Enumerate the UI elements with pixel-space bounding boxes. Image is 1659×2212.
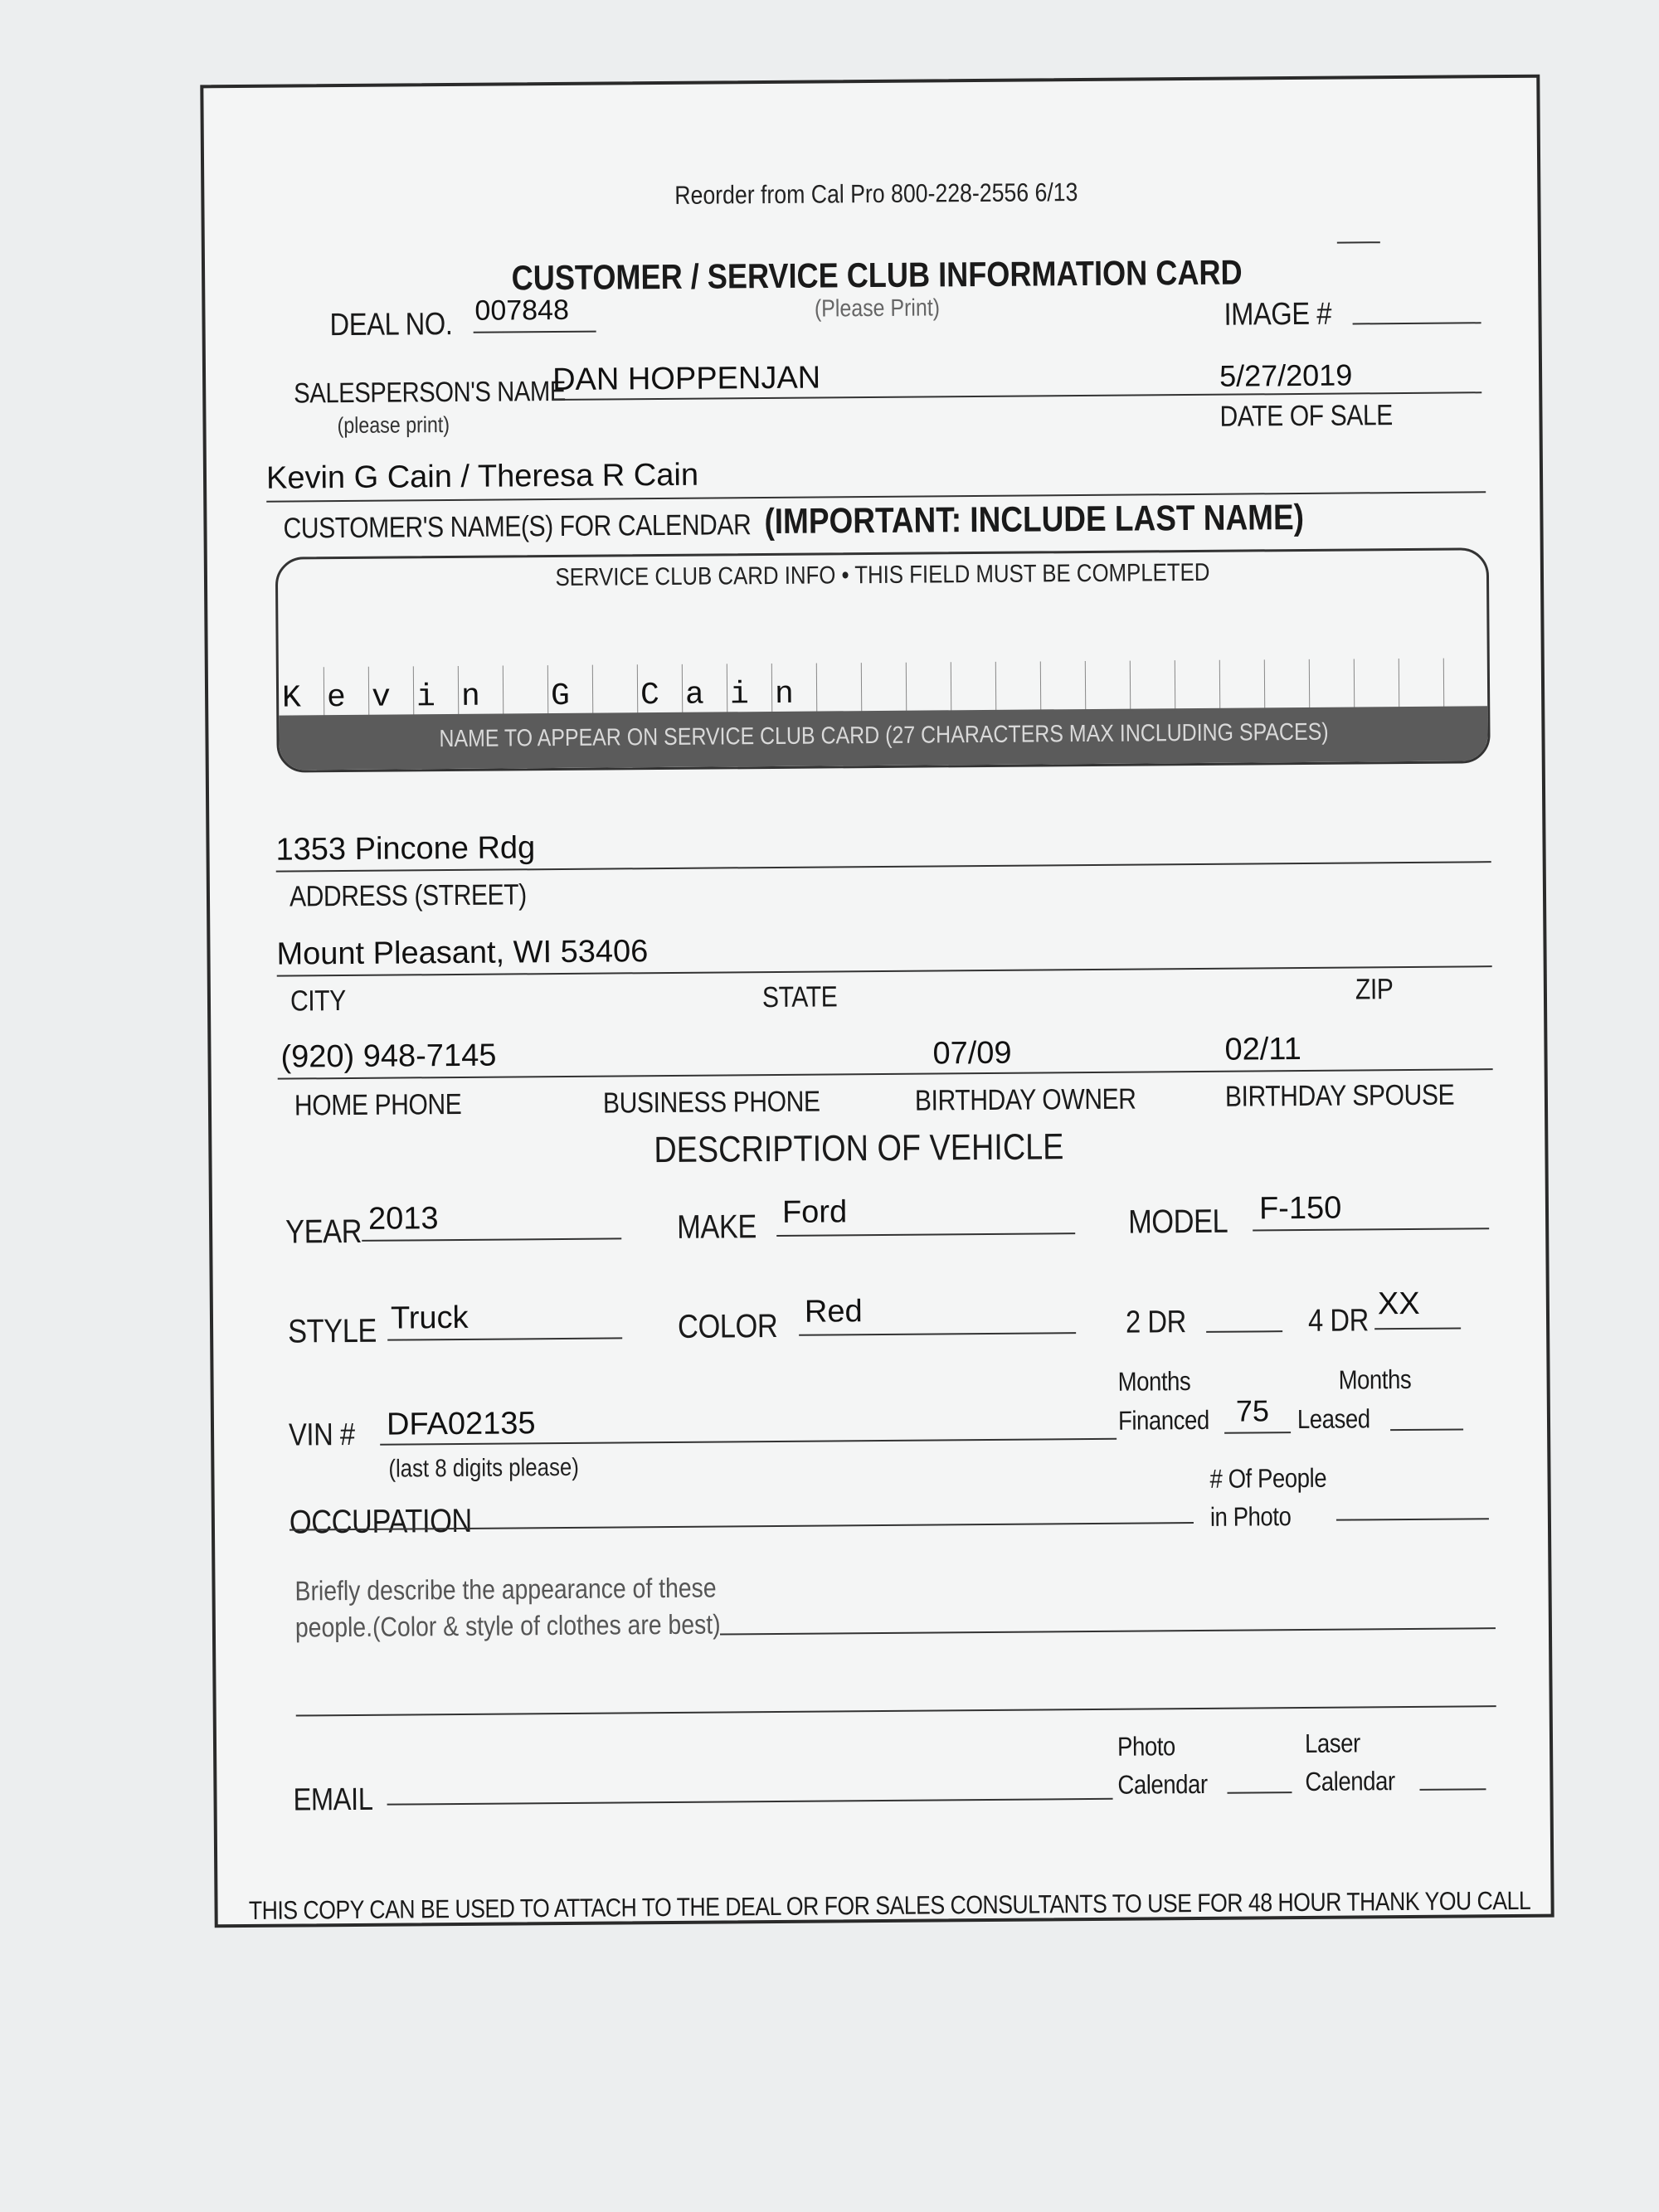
zip-label: ZIP xyxy=(1355,973,1394,1006)
deal-no-line xyxy=(474,331,596,333)
birthday-owner-value[interactable]: 07/09 xyxy=(932,1035,1012,1072)
character-cell-divider xyxy=(682,664,683,716)
character-cell-divider xyxy=(458,666,459,717)
service-club-character: i xyxy=(416,679,436,716)
character-cell-divider xyxy=(1443,659,1444,710)
describe-line-a[interactable] xyxy=(720,1627,1496,1635)
service-club-box xyxy=(275,547,1491,772)
four-door-label: 4 DR xyxy=(1307,1303,1369,1339)
make-value[interactable]: Ford xyxy=(781,1194,848,1230)
financed-line xyxy=(1224,1432,1291,1434)
service-club-character: a xyxy=(684,677,705,713)
deal-no-label: DEAL NO. xyxy=(329,306,453,343)
salesperson-value[interactable]: DAN HOPPENJAN xyxy=(552,360,821,398)
service-club-character: C xyxy=(640,678,660,714)
card-title: CUSTOMER / SERVICE CLUB INFORMATION CARD xyxy=(511,252,1243,298)
model-label: MODEL xyxy=(1127,1203,1228,1241)
address-label: ADDRESS (STREET) xyxy=(289,878,527,913)
model-value[interactable]: F-150 xyxy=(1258,1190,1342,1227)
birthday-owner-label: BIRTHDAY OWNER xyxy=(914,1082,1136,1117)
financed-label: Financed xyxy=(1117,1404,1209,1436)
character-cell-divider xyxy=(503,666,504,717)
service-club-band-text: NAME TO APPEAR ON SERVICE CLUB CARD (27 CHARACTERS MAX INCLUDING SPACES) xyxy=(438,718,1329,753)
character-cell-divider xyxy=(413,666,414,717)
character-cell-divider xyxy=(771,664,772,715)
birthday-spouse-label: BIRTHDAY SPOUSE xyxy=(1224,1078,1455,1113)
months-leased-label-2: Months xyxy=(1338,1364,1412,1395)
character-cell-divider xyxy=(1085,661,1086,712)
color-label: COLOR xyxy=(677,1307,778,1345)
four-door-line xyxy=(1374,1327,1461,1330)
character-cell-divider xyxy=(368,667,369,718)
home-phone-value[interactable]: (920) 948-7145 xyxy=(280,1038,497,1075)
style-label: STYLE xyxy=(287,1312,377,1350)
vin-note: (last 8 digits please) xyxy=(388,1453,579,1483)
people-label-1: # Of People xyxy=(1209,1462,1327,1494)
important-note: (IMPORTANT: INCLUDE LAST NAME) xyxy=(764,497,1305,542)
date-of-sale-label: DATE OF SALE xyxy=(1219,399,1394,433)
service-club-character: n xyxy=(460,678,481,715)
two-door-line[interactable] xyxy=(1206,1330,1282,1333)
service-club-character: G xyxy=(550,678,571,715)
describe-line-1: Briefly describe the appearance of these xyxy=(294,1572,717,1607)
character-cell-divider xyxy=(1309,659,1310,711)
salesperson-sublabel: (please print) xyxy=(337,412,450,439)
leased-label: Leased xyxy=(1297,1403,1370,1435)
information-card xyxy=(200,75,1554,1928)
service-club-character: n xyxy=(774,676,795,712)
describe-line-2: people.(Color & style of clothes are best) xyxy=(294,1608,721,1643)
character-cell-divider xyxy=(1219,660,1220,712)
please-print-note: (Please Print) xyxy=(814,294,941,323)
reorder-text: Reorder from Cal Pro 800-228-2556 6/13 xyxy=(674,177,1078,210)
character-grid[interactable] xyxy=(278,550,1486,559)
four-door-value[interactable]: XX xyxy=(1377,1286,1420,1322)
service-club-character: K xyxy=(281,680,302,717)
date-of-sale-value[interactable]: 5/27/2019 xyxy=(1219,357,1353,393)
footer-note: THIS COPY CAN BE USED TO ATTACH TO THE DEAL OR FOR SALES CONSULTANTS TO USE FOR 48 HOUR THANK YOU CALL xyxy=(248,1885,1531,1925)
vin-label: VIN # xyxy=(288,1417,355,1453)
service-club-title: SERVICE CLUB CARD INFO • THIS FIELD MUST BE COMPLETED xyxy=(554,558,1210,592)
describe-line-b[interactable] xyxy=(296,1705,1496,1716)
style-line xyxy=(387,1337,622,1340)
character-cell-divider xyxy=(816,664,817,715)
business-phone-label: BUSINESS PHONE xyxy=(602,1085,820,1120)
image-label: IMAGE # xyxy=(1224,296,1332,333)
color-value[interactable]: Red xyxy=(804,1294,863,1330)
corner-mark xyxy=(1337,241,1380,243)
year-value[interactable]: 2013 xyxy=(367,1201,439,1237)
character-cell-divider xyxy=(1264,659,1265,711)
service-club-character: i xyxy=(729,677,750,713)
character-cell-divider xyxy=(1488,658,1489,709)
photo-calendar-label-2: Calendar xyxy=(1117,1768,1208,1800)
vehicle-heading: DESCRIPTION OF VEHICLE xyxy=(654,1126,1064,1171)
service-club-character: v xyxy=(371,679,392,716)
people-label-2: in Photo xyxy=(1209,1501,1292,1532)
birthday-spouse-value[interactable]: 02/11 xyxy=(1224,1031,1301,1067)
deal-no-value[interactable]: 007848 xyxy=(474,294,570,327)
model-line xyxy=(1253,1228,1489,1231)
city-value[interactable]: Mount Pleasant, WI 53406 xyxy=(276,934,649,972)
email-label: EMAIL xyxy=(293,1782,373,1818)
character-cell-divider xyxy=(547,665,548,717)
photo-calendar-label-1: Photo xyxy=(1117,1731,1175,1762)
character-cell-divider xyxy=(1040,661,1041,712)
year-label: YEAR xyxy=(285,1213,362,1251)
customer-names-value[interactable]: Kevin G Cain / Theresa R Cain xyxy=(265,457,699,496)
laser-calendar-label-2: Calendar xyxy=(1305,1766,1395,1796)
service-club-band xyxy=(279,706,1487,770)
email-line[interactable] xyxy=(387,1798,1113,1806)
style-value[interactable]: Truck xyxy=(390,1300,469,1336)
vin-value[interactable]: DFA02135 xyxy=(386,1406,536,1442)
customer-names-label: CUSTOMER'S NAME(S) FOR CALENDAR xyxy=(283,508,752,545)
service-club-character: e xyxy=(326,680,347,717)
image-line[interactable] xyxy=(1353,322,1481,324)
address-value[interactable]: 1353 Pincone Rdg xyxy=(275,830,536,868)
state-label: STATE xyxy=(761,980,838,1014)
character-cell-divider xyxy=(995,662,996,713)
character-cell-divider xyxy=(1130,661,1131,712)
year-line xyxy=(362,1237,621,1241)
character-cell-divider xyxy=(861,663,862,714)
character-cell-divider xyxy=(906,663,907,714)
character-cell-divider xyxy=(637,664,638,716)
color-line xyxy=(799,1332,1076,1336)
city-label: CITY xyxy=(289,984,346,1018)
two-door-label: 2 DR xyxy=(1125,1305,1186,1340)
home-phone-label: HOME PHONE xyxy=(294,1087,462,1122)
leased-line[interactable] xyxy=(1390,1428,1463,1431)
financed-value[interactable]: 75 xyxy=(1235,1393,1270,1428)
make-line xyxy=(776,1232,1075,1237)
occupation-label: OCCUPATION xyxy=(289,1502,473,1541)
make-label: MAKE xyxy=(676,1208,757,1246)
months-financed-label-1: Months xyxy=(1117,1366,1191,1397)
people-line[interactable] xyxy=(1336,1518,1489,1520)
character-cell-divider xyxy=(592,665,593,717)
salesperson-label: SALESPERSON'S NAME xyxy=(294,375,567,410)
character-cell-divider xyxy=(1354,659,1355,710)
laser-calendar-label-1: Laser xyxy=(1304,1728,1360,1758)
photo-calendar-line[interactable] xyxy=(1228,1791,1292,1794)
laser-calendar-line[interactable] xyxy=(1419,1788,1486,1791)
